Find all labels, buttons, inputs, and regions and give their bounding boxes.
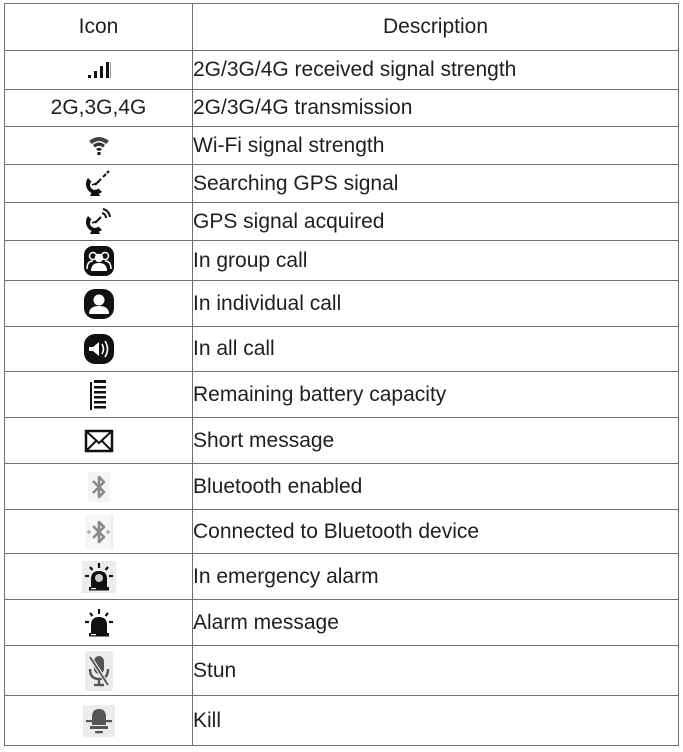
row-description: Short message [193, 418, 679, 464]
row-description: Bluetooth enabled [193, 464, 679, 510]
row-description: In emergency alarm [193, 554, 679, 600]
signal-bars-icon [86, 61, 112, 79]
table-row [5, 241, 679, 281]
all-call-icon [83, 333, 115, 365]
table-row [5, 327, 679, 372]
table-row [5, 464, 679, 510]
table-row [5, 418, 679, 464]
header-icon: Icon [5, 4, 193, 51]
row-description: In group call [193, 241, 679, 281]
header-description: Description [193, 4, 679, 51]
wifi-icon [88, 135, 110, 157]
row-description: Stun [193, 646, 679, 696]
emergency-alarm-icon [82, 561, 116, 593]
stun-mic-off-icon [85, 651, 113, 691]
row-description: Alarm message [193, 600, 679, 646]
alarm-message-icon [82, 607, 116, 639]
table-row [5, 510, 679, 554]
network-type-text: 2G,3G,4G [5, 90, 193, 127]
table-row [5, 51, 679, 90]
row-description: Connected to Bluetooth device [193, 510, 679, 554]
row-description: In individual call [193, 281, 679, 327]
gps-searching-icon [84, 170, 114, 198]
row-description: 2G/3G/4G transmission [193, 90, 679, 127]
group-call-icon [83, 245, 115, 277]
table-row [5, 281, 679, 327]
table-row [5, 696, 679, 746]
table-row [5, 90, 679, 127]
row-description: GPS signal acquired [193, 203, 679, 241]
table-row [5, 554, 679, 600]
bluetooth-connected-icon [85, 515, 113, 549]
row-description: Wi-Fi signal strength [193, 127, 679, 165]
icon-description-table [4, 3, 679, 746]
table-header-row [5, 4, 679, 51]
row-description: Kill [193, 696, 679, 746]
row-description: Searching GPS signal [193, 165, 679, 203]
table-row [5, 600, 679, 646]
battery-icon [88, 379, 110, 411]
table-row [5, 165, 679, 203]
row-description: 2G/3G/4G received signal strength [193, 51, 679, 90]
kill-icon [83, 705, 115, 737]
table-row [5, 127, 679, 165]
table-row [5, 372, 679, 418]
envelope-icon [84, 429, 114, 453]
bluetooth-icon [88, 472, 110, 502]
gps-acquired-icon [84, 208, 114, 236]
table-row [5, 646, 679, 696]
individual-call-icon [83, 288, 115, 320]
row-description: In all call [193, 327, 679, 372]
row-description: Remaining battery capacity [193, 372, 679, 418]
table-row [5, 203, 679, 241]
